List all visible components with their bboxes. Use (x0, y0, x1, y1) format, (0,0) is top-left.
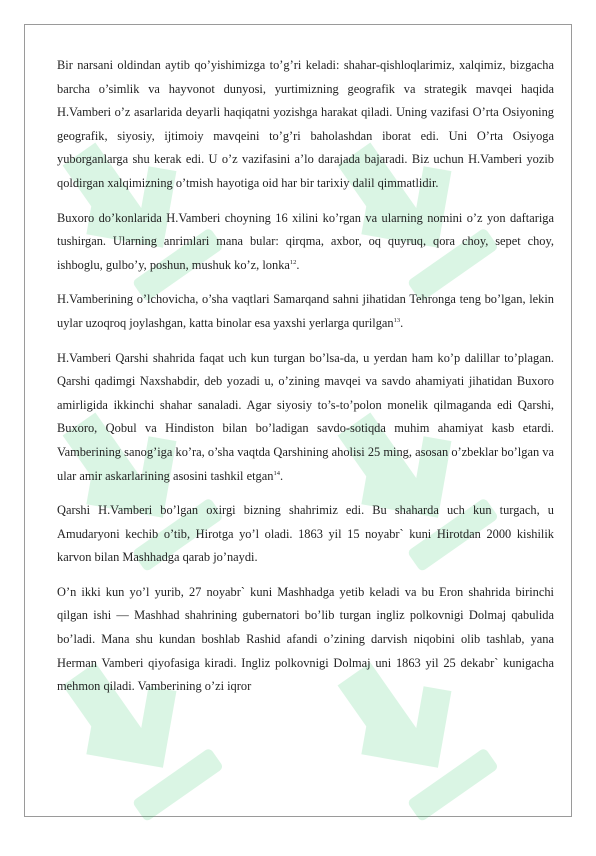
paragraph (57, 581, 554, 699)
paragraph (57, 207, 554, 278)
paragraph-text: Bir narsani oldindan aytib qo’yishimizga to’g’ri keladi: shahar-qishloqlarimiz, xalqimiz, bizgacha barcha o’simlik va hayvonot dunyosi, yurtimizning geografik va strategik mavqei haqida H.Vamberi o’z asarlarida deyarli haqiqatni yozishga harakat qiladi. Uning vazifasi O’rta Osiyoning geografik, siyosiy, ijtimoiy mavqeini to’g’ri baholashdan iborat edi. Uni O’rta Osiyoga yuborganlarga shu kerak edi. U o’z vazifasini a’lo darajada bajaradi. Biz uchun H.Vamberi yozib qoldirgan xalqimizning o’tmish hayotiga oid har bir tarixiy dalil qimmatlidir. (57, 58, 554, 190)
paragraph-end: . (400, 315, 404, 330)
paragraph-text: H.Vamberining o’lchovicha, o’sha vaqtlari Samarqand sahni jihatidan Tehronga teng bo’lgan, lekin uylar uzoqroq joylashgan, katta binolar esa yaxshi yerlarga qurilgan (57, 292, 554, 330)
document-body (57, 54, 554, 710)
paragraph (57, 499, 554, 570)
paragraph-end: . (296, 257, 300, 272)
paragraph-text: Qarshi H.Vamberi bo’lgan oxirgi bizning shahrimiz edi. Bu shaharda uch kun turgach, u Amudaryoni kechib o’tib, Hirotga yo’l oladi. 1863 yil 15 noyabr` kuni Hirotdan 2000 kishilik karvon bilan Mashhadga qarab jo’naydi. (57, 503, 554, 565)
paragraph (57, 288, 554, 335)
footnote-ref[interactable]: 13 (393, 316, 401, 324)
paragraph-end: . (279, 468, 284, 483)
paragraph-text: H.Vamberi Qarshi shahrida faqat uch kun turgan bo’lsa-da, u yerdan ham ko’p dalillar to’plagan. Qarshi qadimgi Naxshabdir, deb yozadi u, o’zining mavqei va savdo ahamiyati jihatidan Buxoro amirligida ikkinchi shahar sanaladi. Agar siyosiy to’s-to’polon monelik qilmaganda edi Qarshi, Buxoro, Qobul va Hindiston bilan bo’ladigan savdo-sotiqda muhim ahamiyat kasb etardi. Vamberining sanog’iga ko’ra, o’sha vaqtda Qarshining aholisi 25 ming, asosan o’zbeklar bo’lgan va ular amir askarlarining asosini tashkil etgan (57, 350, 554, 483)
paragraph-text: Buxoro do’konlarida H.Vamberi choyning 16 xilini ko’rgan va ularning nomini o’z yon daftariga tushirgan. Ularning anrimlari mana bular: qirqma, axbor, oq quyruq, qora choy, sepet choy, ishboglu, gulbo’y, poshun, mushuk ko’z, lonka (57, 210, 554, 272)
paragraph-text: O’n ikki kun yo’l yurib, 27 noyabr` kuni Mashhadga yetib keladi va bu Eron shahrida birinchi qilgan ishi — Mashhad shahrining gubernatori bo’lib turgan ingliz polkovnigi Dolmaj qabulida bo’ladi. Mana shu kundan boshlab Rashid afandi o’zining darvish niqobini olib tashlab, yana Herman Vamberi qiyofasiga kiradi. Ingliz polkovnigi Dolmaj uni 1863 yil 25 dekabr` kunigacha mehmon qiladi. Vamberining o’zi iqror (57, 584, 554, 694)
paragraph (57, 54, 554, 196)
paragraph (57, 347, 554, 489)
footnote-ref[interactable]: 14 (273, 469, 280, 477)
footnote-ref[interactable]: 12 (289, 258, 297, 266)
